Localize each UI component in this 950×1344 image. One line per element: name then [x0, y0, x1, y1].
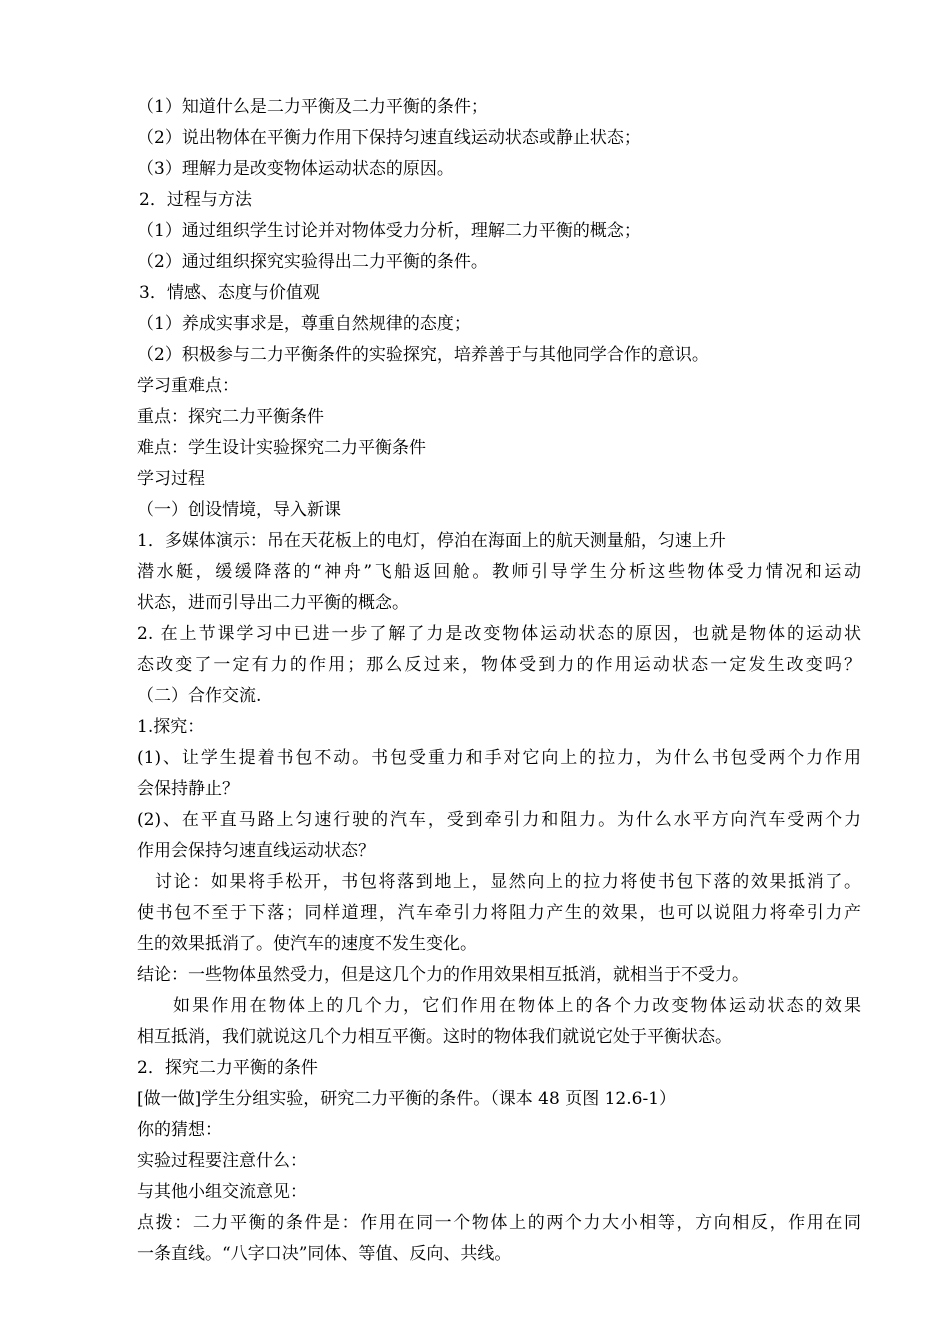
paragraph-line: 会保持静止？: [137, 779, 239, 799]
paragraph-line: 相互抵消，我们就说这几个力相互平衡。这时的物体我们就说它处于平衡状态。: [137, 1027, 732, 1047]
key-point: 重点：探究二力平衡条件: [137, 407, 324, 427]
tip-line: 一条直线。“八字口决”同体、等值、反向、共线。: [137, 1244, 512, 1264]
heading-process-method: 2．过程与方法: [139, 190, 252, 210]
paragraph-line: 2. 在上节课学习中已进一步了解了力是改变物体运动状态的原因，也就是物体的运动状: [137, 624, 861, 644]
heading-key-points: 学习重难点：: [137, 376, 239, 396]
heading-values: 3．情感、态度与价值观: [139, 283, 320, 303]
objective-3: （3）理解力是改变物体运动状态的原因。: [137, 159, 454, 179]
objective-1: （1）知道什么是二力平衡及二力平衡的条件；: [137, 97, 488, 117]
explore-conditions-heading: 2．探究二力平衡的条件: [137, 1058, 318, 1078]
tip-line: 点拨：二力平衡的条件是：作用在同一个物体上的两个力大小相等，方向相反，作用在同: [137, 1213, 861, 1233]
guess-prompt: 你的猜想：: [137, 1120, 222, 1140]
paragraph-line: 态改变了一定有力的作用；那么反过来，物体受到力的作用运动状态一定发生改变吗？: [137, 655, 861, 675]
paragraph-line: 作用会保持匀速直线运动状态？: [137, 841, 375, 861]
explore-heading: 1.探究：: [137, 717, 205, 737]
difficult-point: 难点：学生设计实验探究二力平衡条件: [137, 438, 426, 458]
conclusion-line: 结论：一些物体虽然受力，但是这几个力的作用效果相互抵消，就相当于不受力。: [137, 965, 749, 985]
exchange-prompt: 与其他小组交流意见：: [137, 1182, 307, 1202]
objective-2: （2）说出物体在平衡力作用下保持匀速直线运动状态或静止状态；: [137, 128, 641, 148]
activity-line: [做一做]学生分组实验，研究二力平衡的条件。（课本 48 页图 12.6-1）: [137, 1089, 677, 1109]
document-body: [137, 92, 861, 1270]
paragraph-line: 生的效果抵消了。使汽车的速度不发生变化。: [137, 934, 477, 954]
discussion-line: 讨论：如果将手松开，书包将落到地上，显然向上的拉力将使书包下落的效果抵消了。: [155, 872, 861, 892]
paragraph-line: (2)、在平直马路上匀速行驶的汽车，受到牵引力和阻力。为什么水平方向汽车受两个力: [137, 810, 861, 830]
process-item-1: （1）通过组织学生讨论并对物体受力分析，理解二力平衡的概念；: [137, 221, 641, 241]
section-1-title: （一）创设情境，导入新课: [137, 500, 341, 520]
heading-learning-process: 学习过程: [137, 469, 205, 489]
paragraph-line: 潜水艇，缓缓降落的“神舟”飞船返回舱。教师引导学生分析这些物体受力情况和运动: [137, 562, 861, 582]
values-item-2: （2）积极参与二力平衡条件的实验探究，培养善于与其他同学合作的意识。: [137, 345, 709, 365]
experiment-notes-prompt: 实验过程要注意什么：: [137, 1151, 307, 1171]
section-2-title: （二）合作交流.: [137, 686, 262, 706]
paragraph-line: 如果作用在物体上的几个力，它们作用在物体上的各个力改变物体运动状态的效果: [173, 996, 861, 1016]
paragraph-line: 使书包不至于下落；同样道理，汽车牵引力将阻力产生的效果，也可以说阻力将牵引力产: [137, 903, 861, 923]
paragraph-line: 状态，进而引导出二力平衡的概念。: [137, 593, 409, 613]
paragraph-line: (1)、让学生提着书包不动。书包受重力和手对它向上的拉力，为什么书包受两个力作用: [137, 748, 861, 768]
values-item-1: （1）养成实事求是，尊重自然规律的态度；: [137, 314, 471, 334]
process-item-2: （2）通过组织探究实验得出二力平衡的条件。: [137, 252, 488, 272]
paragraph-line: 1．多媒体演示：吊在天花板上的电灯，停泊在海面上的航天测量船，匀速上升: [137, 531, 726, 551]
